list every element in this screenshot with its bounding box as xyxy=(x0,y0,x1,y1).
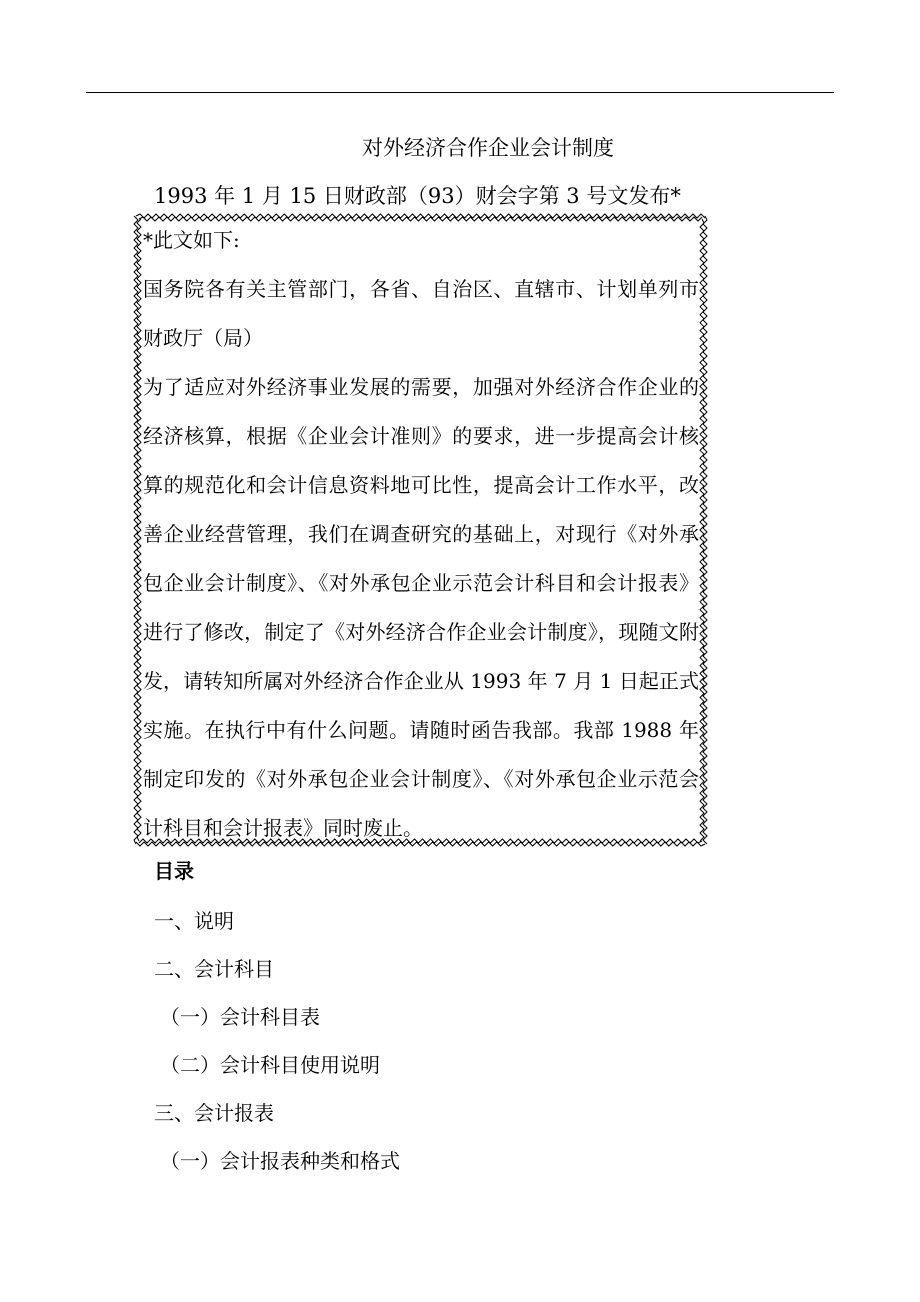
toc-heading: 目录 xyxy=(154,859,194,883)
toc-item-account-usage: （二）会计科目使用说明 xyxy=(160,1053,380,1077)
toc-item-account-table: （一）会计科目表 xyxy=(160,1005,320,1029)
notice-addressee: 国务院各有关主管部门，各省、自治区、直辖市、计划单列市财政厅（局） xyxy=(143,277,699,350)
toc-item-statements: 三、会计报表 xyxy=(154,1101,274,1125)
notice-body: 为了适应对外经济事业发展的需要，加强对外经济合作企业的经济核算，根据《企业会计准则》的要求，进一步提高会计核算的规范化和会计信息资料地可比性，提高会计工作水平，改善企业经营管理，我们在调查研究的基础上，对现行《对外承包企业会计制度》、《对外承包企业示范会计科目和会计报表》进行了修改，制定了《对外经济合作企业会计制度》，现随文附发，请转知所属对外经济合作企业从 1993 年 7 月 1 日起正式实施。在执行中有什么问题。请随时函告我部。我部 1988 年制定印发的《对外承包企业会计制度》、《对外承包企业示范会计科目和会计报表》同时废止。 xyxy=(143,375,699,840)
notice-text xyxy=(143,225,699,853)
notice-intro: *此文如下: xyxy=(143,228,240,252)
document-subtitle: 1993 年 1 月 15 日财政部（93）财会字第 3 号文发布* xyxy=(154,184,681,208)
header-rule xyxy=(86,92,834,93)
toc-item-accounts: 二、会计科目 xyxy=(154,957,274,981)
toc-item-explanation: 一、说明 xyxy=(154,909,234,933)
document-title: 对外经济合作企业会计制度 xyxy=(362,136,614,160)
notice-box xyxy=(133,213,708,847)
toc-item-statement-types: （一）会计报表种类和格式 xyxy=(160,1149,400,1173)
border-wave-segment xyxy=(136,214,705,218)
